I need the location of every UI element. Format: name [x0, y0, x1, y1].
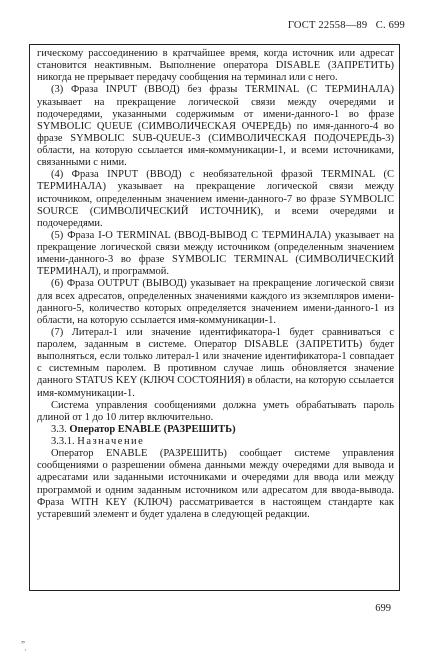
paragraph-5: (5) Фраза I-O TERMINAL (ВВОД-ВЫВОД С ТЕРМИНАЛА) указывает на прекращение логической связи между источником (определенным значением имени-данного-3 во фразе SYMBOLIC TERMINAL (СИМВОЛИЧЕСКИЙ ТЕРМИНАЛ), и программой. — [37, 229, 394, 278]
subsection-title: Назначение — [77, 436, 145, 447]
paragraph-system: Система управления сообщениями должна уметь обрабатывать пароль длиной от 1 до 10 литер включительно. — [37, 399, 394, 423]
page-number: 699 — [375, 603, 391, 614]
body-text — [30, 45, 399, 521]
paragraph-6: (6) Фраза OUTPUT (ВЫВОД) указывает на прекращение логической связи для всех адресатов, определенных значениями каждого из экземпляров имени-данного-5, количество которых определяется значением имени-данного-1 из области, на которую ссылается имя-коммуникации-1. — [37, 278, 394, 326]
paragraph-4: (4) Фраза INPUT (ВВОД) с необязательной фразой TERMINAL (С ТЕРМИНАЛА) указывает на прекращение логической связи между источником, определенным значением имени-данного-7 во фразе SYMBOLIC SOURCE (СИМВОЛИЧЕСКИЙ ИСТОЧНИК), и всеми очередями и подочередями. — [37, 169, 394, 229]
paragraph-7: (7) Литерал-1 или значение идентификатора-1 будет сравниваться с паролем, заданным в системе. Оператор DISABLE (ЗАПРЕТИТЬ) будет выполняться, если только литерал-1 или значение идентификатора-1 совпадает с системным паролем. В противном случае лишь обновляется значение данного STATUS KEY (КЛЮЧ СОСТОЯНИЯ) в области, на которую ссылается имя-коммуникации-1. — [37, 326, 394, 399]
section-number: 3.3. — [51, 423, 67, 435]
subsection-heading — [37, 436, 394, 448]
running-header — [288, 20, 405, 31]
paragraph-enable: Оператор ENABLE (РАЗРЕШИТЬ) сообщает системе управления сообщениями о разрешении обмена данными между очередями для вывода и адресатами или заданными источниками и очередями для ввода или между программой и одним заданным источником или адресатом для ввода-вывода. Фраза WITH KEY (КЛЮЧ) рассматривается в настоящем стандарте как устаревший элемент и будет удалена в следующей редакции. — [37, 448, 394, 520]
paragraph-3: (3) Фраза INPUT (ВВОД) без фразы TERMINAL (С ТЕРМИНАЛА) указывает на прекращение логической связи между очередями и подочередями, указанными содержимым от имени-данного-1 во фразе SYMBOLIC QUEUE (СИМВОЛИЧЕСКАЯ ОЧЕРЕДЬ) по имя-данного-4 во фразе SYMBOLIC SUB-QUEUE-3 (СИМВОЛИЧЕСКАЯ ПОДОЧЕРЕДЬ-3) области, на которую ссылается имя-коммуникации-1, и всеми источниками, связанными с ними. — [37, 84, 394, 169]
page-label: С. 699 — [375, 20, 405, 31]
paragraph-continuation: гическому рассоединению в кратчайшее время, когда источник или адресат становится неактивным. Выполнение оператора DISABLE (ЗАПРЕТИТЬ) никогда не прерывает передачу сообщения на терминал или с него. — [37, 48, 394, 84]
subsection-number: 3.3.1. — [51, 436, 75, 447]
text-frame — [29, 44, 400, 591]
margin-mark: „ — [21, 634, 25, 644]
standard-code: ГОСТ 22558—89 — [287, 20, 368, 31]
section-title: Оператор ENABLE (РАЗРЕШИТЬ) — [69, 423, 236, 435]
section-heading — [37, 424, 394, 436]
margin-mark-lower: ˙ — [24, 648, 27, 658]
